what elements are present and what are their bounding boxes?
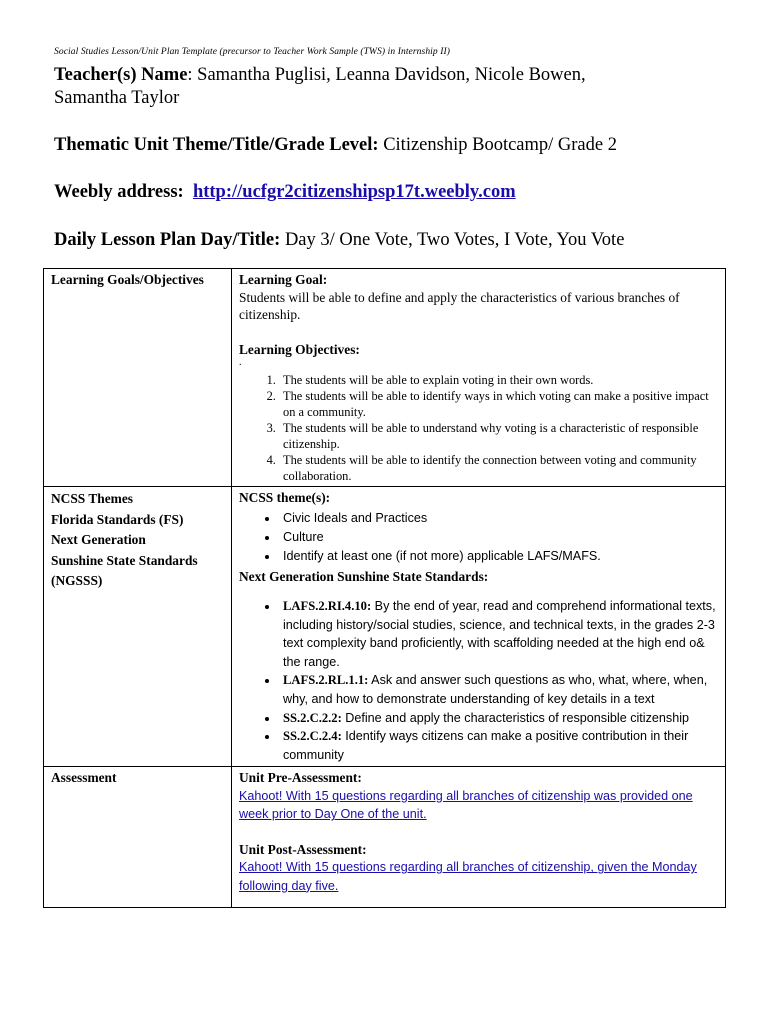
pre-assessment-link[interactable]: Kahoot! With 15 questions regarding all branches of citizenship was provided one week prior to Day One of the unit. [239, 788, 693, 822]
weebly-link[interactable]: http://ucfgr2citizenshipsp17t.weebly.com [192, 182, 516, 202]
daily-lesson-line [54, 229, 624, 251]
table-row [44, 269, 726, 487]
list-item: • Civic Ideals and Practices [279, 509, 719, 528]
row-label-line: Sunshine State Standards [51, 552, 198, 568]
row-label-line: Next Generation [51, 532, 146, 547]
list-item: 3. The students will be able to understand why voting is a characteristic of responsible citizenship. [279, 420, 719, 452]
daily-value: Day 3/ One Vote, Two Votes, I Vote, You Vote [280, 230, 625, 250]
standard-text: Ask and answer such questions as who, what, where, when, why, and how to demonstrate understanding of key details in a text [283, 673, 708, 706]
teacher-names: : Samantha Puglisi, Leanna Davidson, Nicole Bowen, [187, 65, 586, 85]
list-item [279, 597, 719, 671]
theme-line [54, 134, 617, 156]
row-label-line: NCSS Themes [51, 491, 133, 506]
theme-label: Thematic Unit Theme/Title/Grade Level: [54, 135, 379, 155]
row-label-assessment: Assessment [44, 767, 232, 908]
weebly-label: Weebly address: [54, 182, 184, 202]
template-note: Social Studies Lesson/Unit Plan Template (precursor to Teacher Work Sample (TWS) in Internship II) [54, 47, 451, 57]
assessment-cell [232, 767, 726, 908]
weebly-line [54, 181, 516, 203]
standards-list [239, 597, 719, 764]
post-assessment-link[interactable]: Kahoot! With 15 questions regarding all branches of citizenship, given the Monday following day five. [239, 860, 697, 893]
ngsss-title: Next Generation Sunshine State Standards: [239, 568, 489, 584]
row-label-goals: Learning Goals/Objectives [44, 269, 232, 487]
teacher-label: Teacher(s) Name [54, 65, 188, 85]
standard-code: LAFS.2.RL.1.1: [283, 673, 369, 688]
table-row [44, 487, 726, 767]
list-item: 2. The students will be able to identify ways in which voting can make a positive impact on a community. [279, 388, 719, 420]
standard-code: SS.2.C.2.2: [283, 710, 342, 725]
list-item [279, 709, 719, 728]
teacher-names-cont: Samantha Taylor [54, 88, 180, 108]
list-item: • Culture [279, 528, 719, 547]
standard-code: SS.2.C.2.4: [283, 729, 342, 744]
row-label-standards [44, 487, 232, 767]
ncss-themes-list [239, 509, 719, 566]
row-label-line: (NGSSS) [51, 573, 103, 588]
list-item: 1. The students will be able to explain voting in their own words. [279, 372, 719, 388]
theme-value: Citizenship Bootcamp/ Grade 2 [378, 135, 617, 155]
daily-label: Daily Lesson Plan Day/Title: [54, 230, 281, 250]
learning-goal-title: Learning Goal: [239, 272, 328, 287]
post-assessment-title: Unit Post-Assessment: [239, 841, 367, 857]
learning-objectives-title: Learning Objectives: [239, 341, 360, 357]
stray-dot: . [239, 357, 242, 368]
teacher-names-line [54, 64, 586, 86]
list-item [279, 671, 719, 708]
standard-text: Define and apply the characteristics of responsible citizenship [341, 710, 689, 725]
row-label-line: Florida Standards (FS) [51, 511, 184, 527]
table-row [44, 767, 726, 908]
standards-cell [232, 487, 726, 767]
learning-goal-text: Students will be able to define and apply the characteristics of various branches of citizenship. [239, 289, 680, 322]
list-item [279, 727, 719, 764]
goals-cell [232, 269, 726, 487]
standard-text: Identify ways citizens can make a positive contribution in their community [283, 729, 689, 762]
list-item: 4. The students will be able to identify the connection between voting and community collaboration. [279, 452, 719, 484]
standard-code: LAFS.2.RI.4.10: [283, 599, 372, 613]
ncss-title: NCSS theme(s): [239, 490, 331, 505]
standard-text: By the end of year, read and comprehend informational texts, including history/social studies, science, and technical texts, in the grades 2-3 text complexity band proficiently, with scaffolding needed at the high end o& the range. [283, 599, 716, 669]
pre-assessment-title: Unit Pre-Assessment: [239, 770, 362, 786]
lesson-plan-table [43, 268, 726, 908]
list-item: • Identify at least one (if not more) applicable LAFS/MAFS. [279, 547, 719, 566]
objectives-list [239, 372, 719, 484]
